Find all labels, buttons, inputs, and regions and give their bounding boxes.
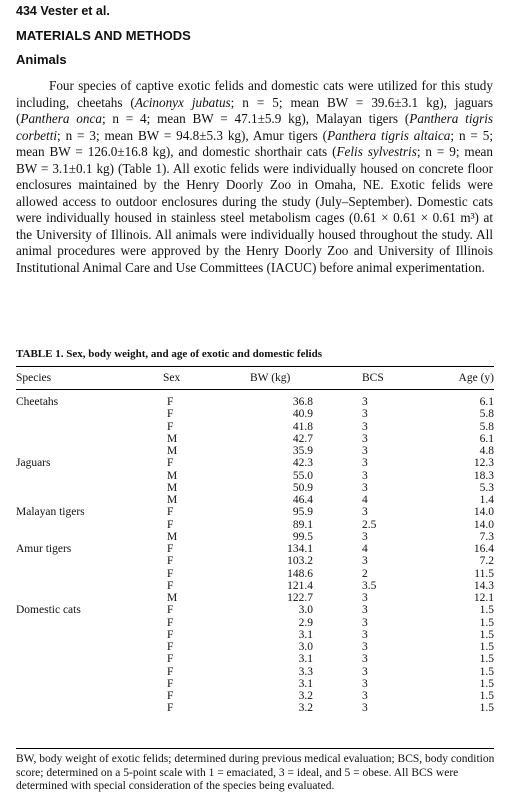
column-header-age: Age (y) [458,372,494,384]
cell-age: 12.3 [473,457,494,470]
cell-bw: 42.3 [292,457,313,470]
cell-bcs: 3 [362,481,368,494]
species-name-cheetah: Acinonyx jubatus [134,94,231,110]
cell-bw: 95.9 [292,506,313,519]
table-row [16,482,494,494]
para-text-3: ; n = 4; mean BW = 47.1±5.9 kg), Malayan tigers ( [101,111,410,126]
species-name-domestic-cat: Felis sylvestris [336,144,417,159]
cell-bcs: 3 [362,420,368,433]
cell-sex: F [167,555,174,568]
table-row [16,580,494,592]
cell-species: Cheetahs [16,396,59,408]
table-row [16,653,494,665]
cell-bcs: 3 [362,690,368,702]
table-row [16,494,494,506]
cell-age: 7.2 [479,555,494,568]
cell-age: 1.5 [479,665,494,678]
cell-bcs: 3 [362,653,368,666]
cell-sex: F [167,396,174,408]
species-name-jaguar: Panthera onca [20,111,102,126]
cell-bcs: 3 [362,457,368,470]
cell-bcs: 3 [362,616,368,629]
cell-sex: M [167,445,178,457]
cell-sex: F [167,579,174,592]
cell-bcs: 3 [362,469,368,482]
table-row [16,568,494,580]
cell-bw: 3.2 [298,702,313,715]
table-bottom-rule [16,748,494,749]
cell-bw: 103.2 [287,555,313,568]
cell-species: Jaguars [16,457,51,470]
cell-species: Domestic cats [16,604,81,617]
table-row [16,555,494,567]
cell-bw: 41.8 [292,420,313,433]
table-footnote: BW, body weight of exotic felids; determined during previous medical evaluation; BCS, body condition score; determined on a 5-point scale with 1 = emaciated, 3 = ideal, and 5 = obese. All BCS were determined with special consideration of the species being evaluated. [16,753,495,793]
cell-sex: F [167,506,174,519]
cell-age: 14.0 [473,518,494,531]
cell-bcs: 3 [362,506,368,519]
para-text-5: ; n = 5; mean BW = 126.0±16.8 kg), and domestic shorthair cats ( [16,127,494,159]
cell-age: 5.8 [479,420,494,433]
cell-bcs: 3 [362,702,368,715]
cell-bw: 3.0 [298,604,313,617]
cell-age: 1.5 [479,616,494,629]
cell-sex: M [167,592,178,604]
cell-sex: F [167,665,174,678]
para-text-4: ; n = 3; mean BW = 94.8±5.3 kg), Amur tigers ( [57,127,328,143]
column-header-bcs: BCS [362,372,384,384]
cell-bw: 99.5 [292,530,313,543]
cell-sex: F [167,702,174,715]
column-header-species: Species [16,372,52,384]
cell-bw: 121.4 [287,579,313,592]
cell-bcs: 3 [362,604,368,617]
subsection-title: Animals [16,52,67,67]
table-row [16,678,494,690]
cell-bcs: 4 [362,494,368,506]
column-header-sex: Sex [163,372,181,384]
cell-age: 5.8 [479,408,494,421]
cell-bcs: 2.5 [362,518,377,531]
section-title: MATERIALS AND METHODS [16,28,191,43]
cell-sex: F [167,616,174,629]
cell-bw: 3.0 [298,641,313,653]
cell-age: 18.3 [473,469,494,482]
cell-bcs: 4 [362,543,368,555]
table-row [16,457,494,469]
para-text-2: ; n = 5; mean BW = 39.6±3.1 kg), jaguars ( [16,94,493,126]
cell-bcs: 3.5 [362,579,377,592]
cell-bw: 3.3 [298,665,313,678]
cell-bw: 40.9 [292,408,313,421]
table-row [16,433,494,445]
cell-age: 14.0 [473,506,494,519]
cell-bcs: 3 [362,555,368,568]
cell-bcs: 3 [362,592,368,604]
table-row [16,396,494,408]
cell-age: 1.4 [479,494,494,506]
cell-bw: 3.1 [298,628,313,641]
cell-sex: F [167,408,174,421]
table-row [16,421,494,433]
para-text-1: Four species of captive exotic felids and domestic cats were utilized for this study including, cheetahs ( [16,78,493,110]
table-row [16,592,494,604]
cell-bcs: 2 [362,567,368,580]
cell-bcs: 3 [362,665,368,678]
table-row [16,702,494,714]
cell-age: 1.5 [479,653,494,666]
table-row [16,666,494,678]
cell-sex: F [167,543,174,555]
cell-sex: F [167,653,174,666]
cell-age: 11.5 [474,567,494,580]
table-caption: TABLE 1. Sex, body weight, and age of exotic and domestic felids [16,348,322,360]
cell-age: 5.3 [479,481,494,494]
cell-bw: 148.6 [287,567,313,580]
cell-bcs: 3 [362,432,368,445]
cell-bw: 42.7 [292,432,313,445]
cell-bw: 55.0 [292,469,313,482]
cell-sex: F [167,690,174,702]
cell-age: 1.5 [479,677,494,690]
cell-age: 1.5 [479,628,494,641]
table-row [16,543,494,555]
cell-sex: M [167,469,178,482]
cell-age: 1.5 [479,641,494,653]
table-row [16,470,494,482]
cell-bw: 50.9 [292,481,313,494]
cell-bcs: 3 [362,530,368,543]
table-row [16,641,494,653]
cell-bw: 2.9 [298,616,313,629]
cell-age: 4.8 [479,445,494,457]
table-row [16,408,494,420]
cell-age: 1.5 [479,690,494,702]
cell-sex: F [167,567,174,580]
cell-bw: 3.2 [298,690,313,702]
cell-sex: M [167,432,178,445]
cell-bw: 134.1 [287,543,313,555]
cell-species: Amur tigers [16,543,72,555]
table-top-rule [16,366,494,367]
cell-age: 14.3 [473,579,494,592]
cell-age: 12.1 [473,592,494,604]
cell-bcs: 3 [362,677,368,690]
table-row [16,690,494,702]
table-row [16,629,494,641]
species-name-malayan-tiger: Panthera tigris corbetti [16,111,494,143]
table-row [16,519,494,531]
table-row [16,604,494,616]
body-paragraph [16,78,493,276]
cell-sex: M [167,494,178,506]
cell-bw: 36.8 [292,396,313,408]
cell-sex: F [167,641,174,653]
cell-bcs: 3 [362,396,368,408]
column-header-bw: BW (kg) [250,372,291,384]
cell-bw: 122.7 [287,592,313,604]
cell-bw: 3.1 [298,677,313,690]
cell-sex: F [167,420,174,433]
cell-age: 6.1 [479,432,494,445]
cell-sex: F [167,677,174,690]
cell-bcs: 3 [362,408,368,421]
cell-bcs: 3 [362,628,368,641]
cell-bw: 35.9 [292,445,313,457]
table-row [16,531,494,543]
cell-age: 1.5 [479,702,494,715]
species-name-amur-tiger: Panthera tigris altaica [327,127,451,143]
cell-age: 16.4 [473,543,494,555]
cell-bcs: 3 [362,641,368,653]
table-body [16,396,494,715]
cell-bw: 46.4 [292,494,313,506]
cell-bcs: 3 [362,445,368,457]
cell-age: 7.3 [479,530,494,543]
cell-sex: F [167,457,174,470]
cell-sex: F [167,604,174,617]
cell-bw: 89.1 [292,518,313,531]
cell-age: 1.5 [479,604,494,617]
cell-sex: F [167,518,174,531]
cell-species: Malayan tigers [16,506,85,519]
running-head: 434 Vester et al. [16,4,110,18]
table-row [16,617,494,629]
table-row [16,445,494,457]
cell-sex: M [167,530,178,543]
cell-sex: F [167,628,174,641]
table-row [16,506,494,518]
cell-sex: M [167,481,178,494]
cell-bw: 3.1 [298,653,313,666]
para-text-6: ; n = 9; mean BW = 3.1±0.1 kg) (Table 1). All exotic felids were individually housed on concrete floor enclosures maintained by the Henry Doorly Zoo in Omaha, NE. Exotic felids were allowed access to outdoor enclosures during the study (July–September). Domestic cats were individually housed in stainless steel metabolism cages (0.61 × 0.61 × 0.61 m³) at the University of Illinois. All animals were individually housed throughout the study. All animal procedures were approved by the Henry Doorly Zoo and University of Illinois Institutional Animal Care and Use Committees (IACUC) before animal experimentation. [16,144,493,275]
cell-age: 6.1 [479,396,494,408]
table-header-rule [16,389,494,390]
